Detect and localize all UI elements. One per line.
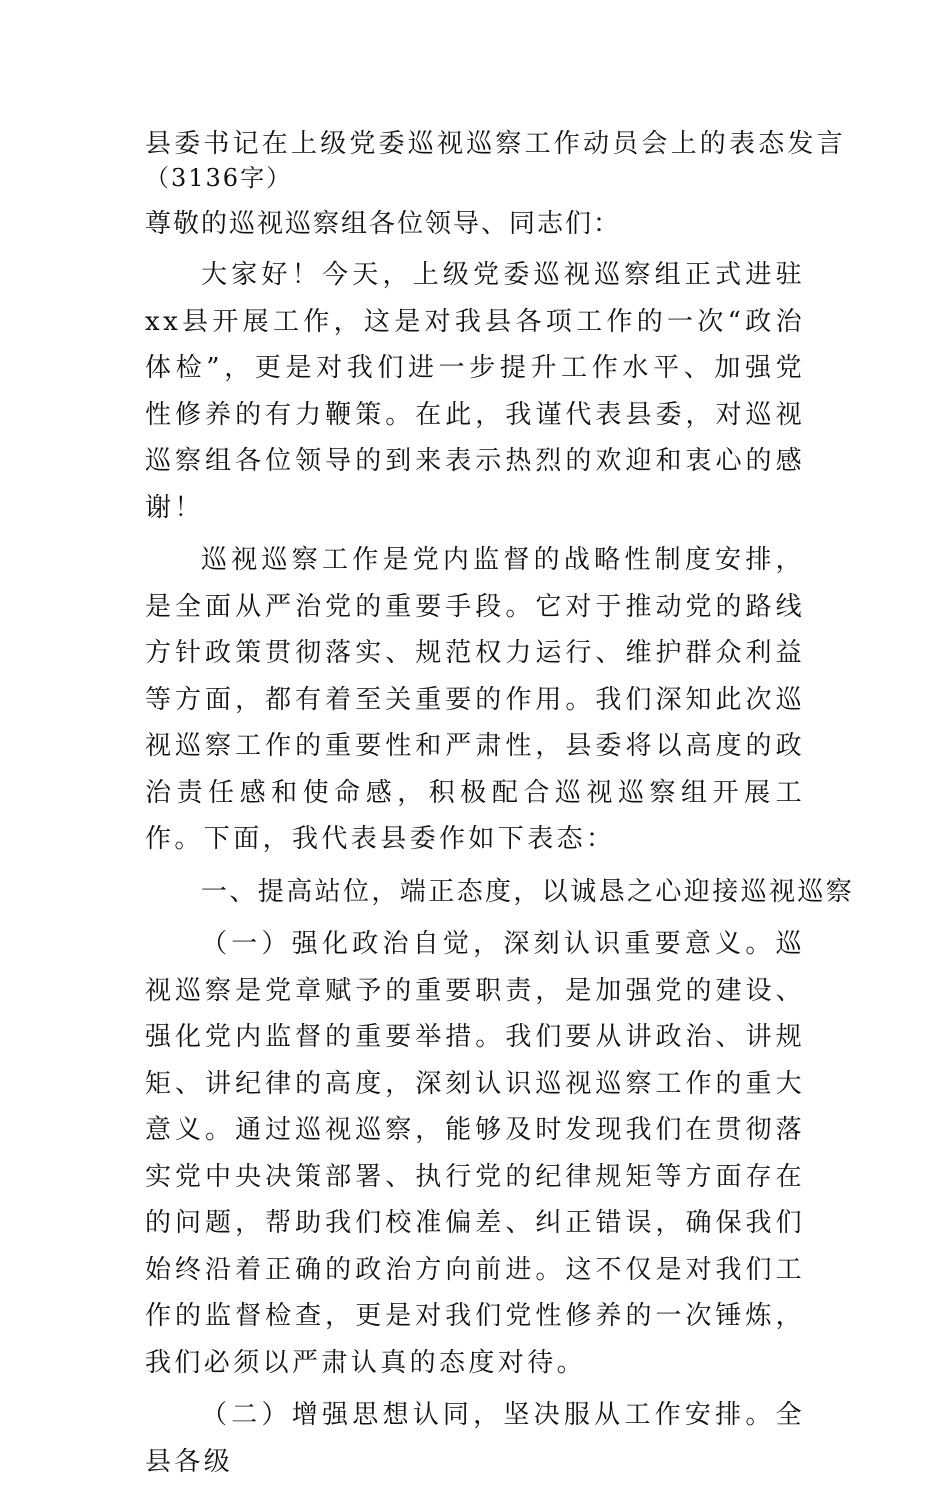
section-heading-1: 一、提高站位，端正态度，以诚恳之心迎接巡视巡察 — [201, 876, 855, 907]
document-title: 县委书记在上级党委巡视巡察工作动员会上的表态发言 — [145, 129, 846, 159]
paragraph-subsection-2: （二）增强思想认同，坚决服从工作安排。全县各级 — [145, 1400, 805, 1477]
document-page — [145, 120, 855, 1485]
salutation: 尊敬的巡视巡察组各位领导、同志们： — [145, 209, 622, 239]
paragraph-intro: 巡视巡察工作是党内监督的战略性制度安排，是全面从严治党的重要手段。它对于推动党的路线方针政策贯彻落实、规范权力运行、维护群众利益等方面，都有着至关重要的作用。我们深知此次巡视巡察工作的重要性和严肃性，县委将以高度的政治责任感和使命感，积极配合巡视巡察组开展工作。下面，我代表县委作如下表态： — [145, 545, 805, 854]
word-count: （3136字） — [145, 164, 293, 192]
paragraph-greeting: 大家好！今天，上级党委巡视巡察组正式进驻xx县开展工作，这是对我县各项工作的一次“政治体检”，更是对我们进一步提升工作水平、加强党性修养的有力鞭策。在此，我谨代表县委，对巡视巡察组各位领导的到来表示热烈的欢迎和衷心的感谢！ — [145, 260, 805, 523]
paragraph-subsection-1: （一）强化政治自觉，深刻认识重要意义。巡视巡察是党章赋予的重要职责，是加强党的建设、强化党内监督的重要举措。我们要从讲政治、讲规矩、讲纪律的高度，深刻认识巡视巡察工作的重大意义。通过巡视巡察，能够及时发现我们在贯彻落实党中央决策部署、执行党的纪律规矩等方面存在的问题，帮助我们校准偏差、纠正错误，确保我们始终沿着正确的政治方向前进。这不仅是对我们工作的监督检查，更是对我们党性修养的一次锤炼，我们必须以严肃认真的态度对待。 — [145, 929, 805, 1378]
